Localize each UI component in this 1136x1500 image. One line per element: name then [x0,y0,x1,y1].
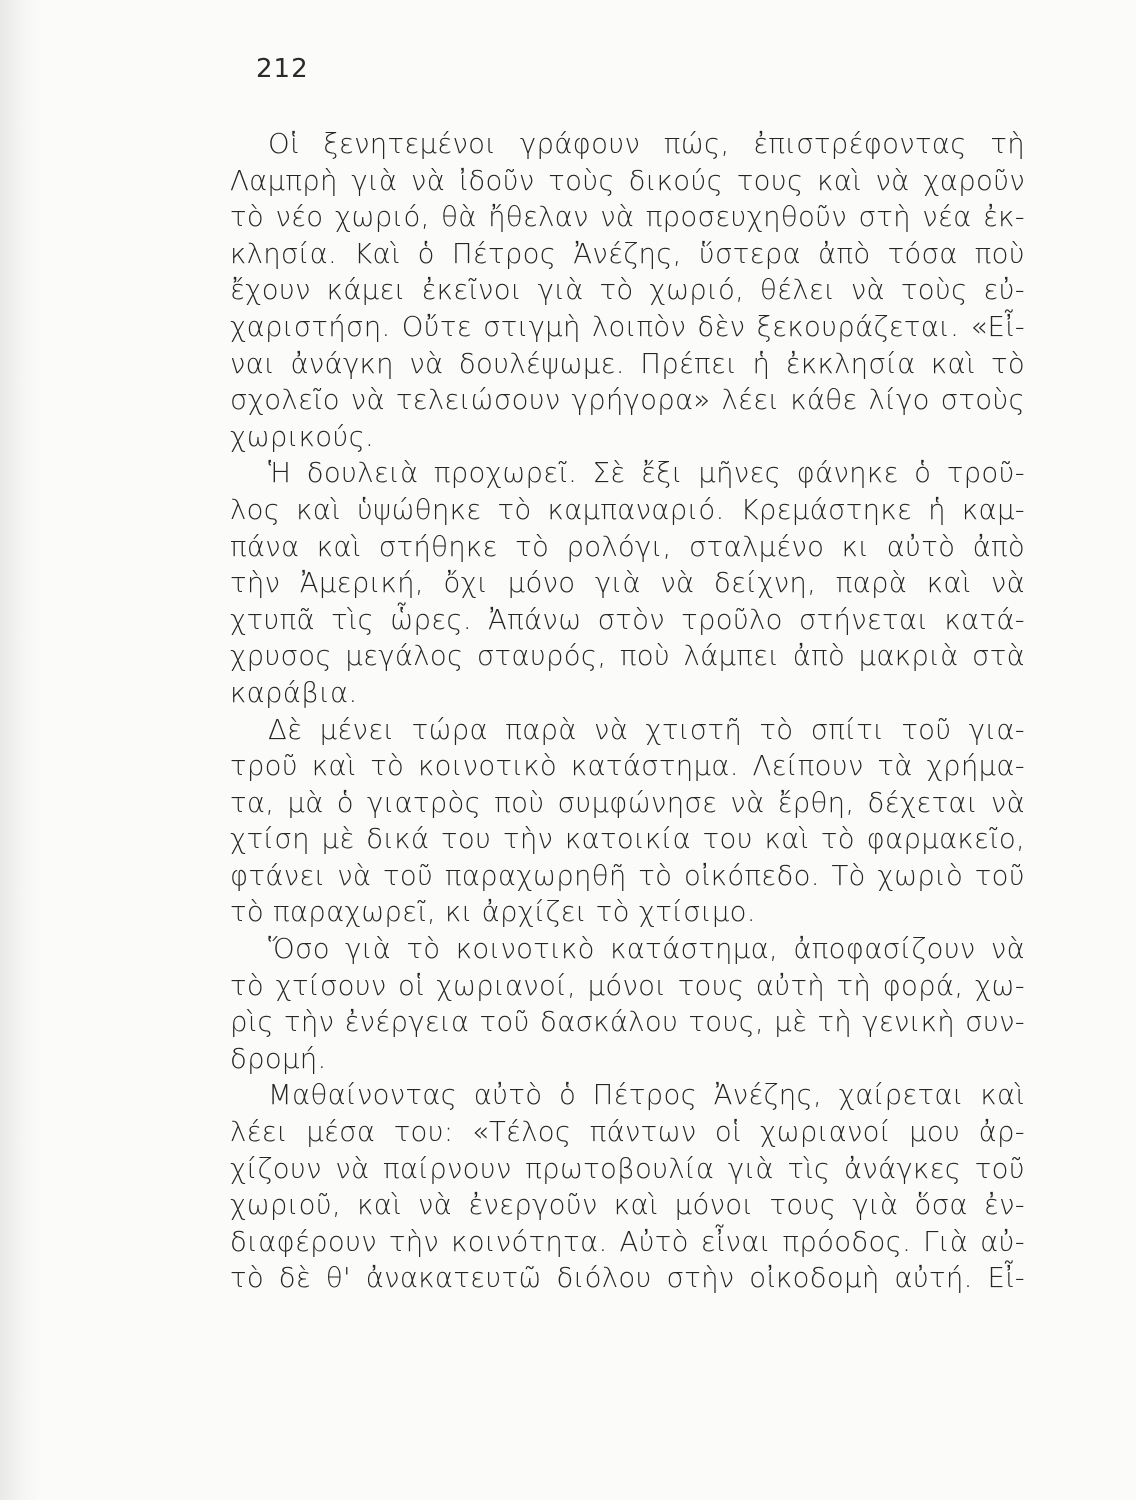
text-line: Ἡ δουλειὰ προχωρεῖ. Σὲ ἔξι μῆνες φάνηκε ὁ τροῦ- [268,457,1025,490]
body-text [230,126,1025,1297]
text-line: πάνα καὶ στήθηκε τὸ ρολόγι, σταλμένο κι αὐτὸ ἀπὸ [230,530,1025,563]
text-line: Μαθαίνοντας αὐτὸ ὁ Πέτρος Ἀνέζης, χαίρεται καὶ [268,1079,1025,1112]
text-line: καράβια. [230,676,358,709]
text-line: τὸ χτίσουν οἱ χωριανοί, μόνοι τους αὐτὴ τὴ φορά, χω- [230,969,1025,1002]
text-line: τα, μὰ ὁ γιατρὸς ποὺ συμφώνησε νὰ ἔρθη, δέχεται νὰ [230,786,1025,819]
text-line: κλησία. Καὶ ὁ Πέτρος Ἀνέζης, ὕστερα ἀπὸ τόσα ποὺ [230,237,1025,270]
text-line: ναι ἀνάγκη νὰ δουλέψωμε. Πρέπει ἡ ἐκκλησία καὶ τὸ [230,347,1025,380]
text-line: χτυπᾶ τὶς ὧρες. Ἀπάνω στὸν τροῦλο στήνεται κατά- [230,603,1025,636]
text-line: τὸ νέο χωριό, θὰ ἤθελαν νὰ προσευχηθοῦν στὴ νέα ἐκ- [230,201,1025,234]
page-gutter-shadow [0,0,40,1500]
page-number: 212 [256,54,309,84]
text-line: ἔχουν κάμει ἐκεῖνοι γιὰ τὸ χωριό, θέλει νὰ τοὺς εὐ- [230,274,1025,307]
text-line: Λαμπρὴ γιὰ νὰ ἰδοῦν τοὺς δικούς τους καὶ νὰ χαροῦν [230,164,1025,197]
text-line: τὸ δὲ θ' ἀνακατευτῶ διόλου στὴν οἰκοδομὴ αὐτή. Εἶ- [230,1262,1025,1295]
text-line: χτίση μὲ δικά του τὴν κατοικία του καὶ τὸ φαρμακεῖο, [230,823,1025,856]
text-line: χωρικούς. [230,420,375,453]
text-line: χίζουν νὰ παίρνουν πρωτοβουλία γιὰ τὶς ἀνάγκες τοῦ [230,1152,1025,1185]
text-line: χωριοῦ, καὶ νὰ ἐνεργοῦν καὶ μόνοι τους γιὰ ὅσα ἐν- [230,1189,1025,1222]
text-line: φτάνει νὰ τοῦ παραχωρηθῆ τὸ οἰκόπεδο. Τὸ χωριὸ τοῦ [230,859,1025,892]
text-line: τὸ παραχωρεῖ, κι ἀρχίζει τὸ χτίσιμο. [230,896,756,929]
text-line: λέει μέσα του: «Τέλος πάντων οἱ χωριανοί μου ἀρ- [230,1116,1025,1149]
text-line: Δὲ μένει τώρα παρὰ νὰ χτιστῆ τὸ σπίτι τοῦ για- [268,713,1025,746]
text-line: ρὶς τὴν ἐνέργεια τοῦ δασκάλου τους, μὲ τὴ γενικὴ συν- [230,1006,1025,1039]
text-line: τὴν Ἀμερική, ὄχι μόνο γιὰ νὰ δείχνη, παρὰ καὶ νὰ [230,567,1025,600]
text-line: τροῦ καὶ τὸ κοινοτικὸ κατάστημα. Λείπουν τὰ χρήμα- [230,750,1025,783]
text-line: δρομή. [230,1042,327,1075]
text-line: λος καὶ ὑψώθηκε τὸ καμπαναριό. Κρεμάστηκε ἡ καμ- [230,493,1025,526]
text-line: χαριστήση. Οὔτε στιγμὴ λοιπὸν δὲν ξεκουράζεται. «Εἶ- [230,310,1025,343]
text-line: διαφέρουν τὴν κοινότητα. Αὐτὸ εἶναι πρόοδος. Γιὰ αὐ- [230,1225,1025,1258]
text-line: χρυσος μεγάλος σταυρός, ποὺ λάμπει ἀπὸ μακριὰ στὰ [230,640,1025,673]
text-line: Ὅσο γιὰ τὸ κοινοτικὸ κατάστημα, ἀποφασίζουν νὰ [268,933,1025,966]
text-line: Οἱ ξενητεμένοι γράφουν πώς, ἐπιστρέφοντας τὴ [268,128,1025,160]
text-line: σχολεῖο νὰ τελειώσουν γρήγορα» λέει κάθε λίγο στοὺς [230,384,1025,417]
